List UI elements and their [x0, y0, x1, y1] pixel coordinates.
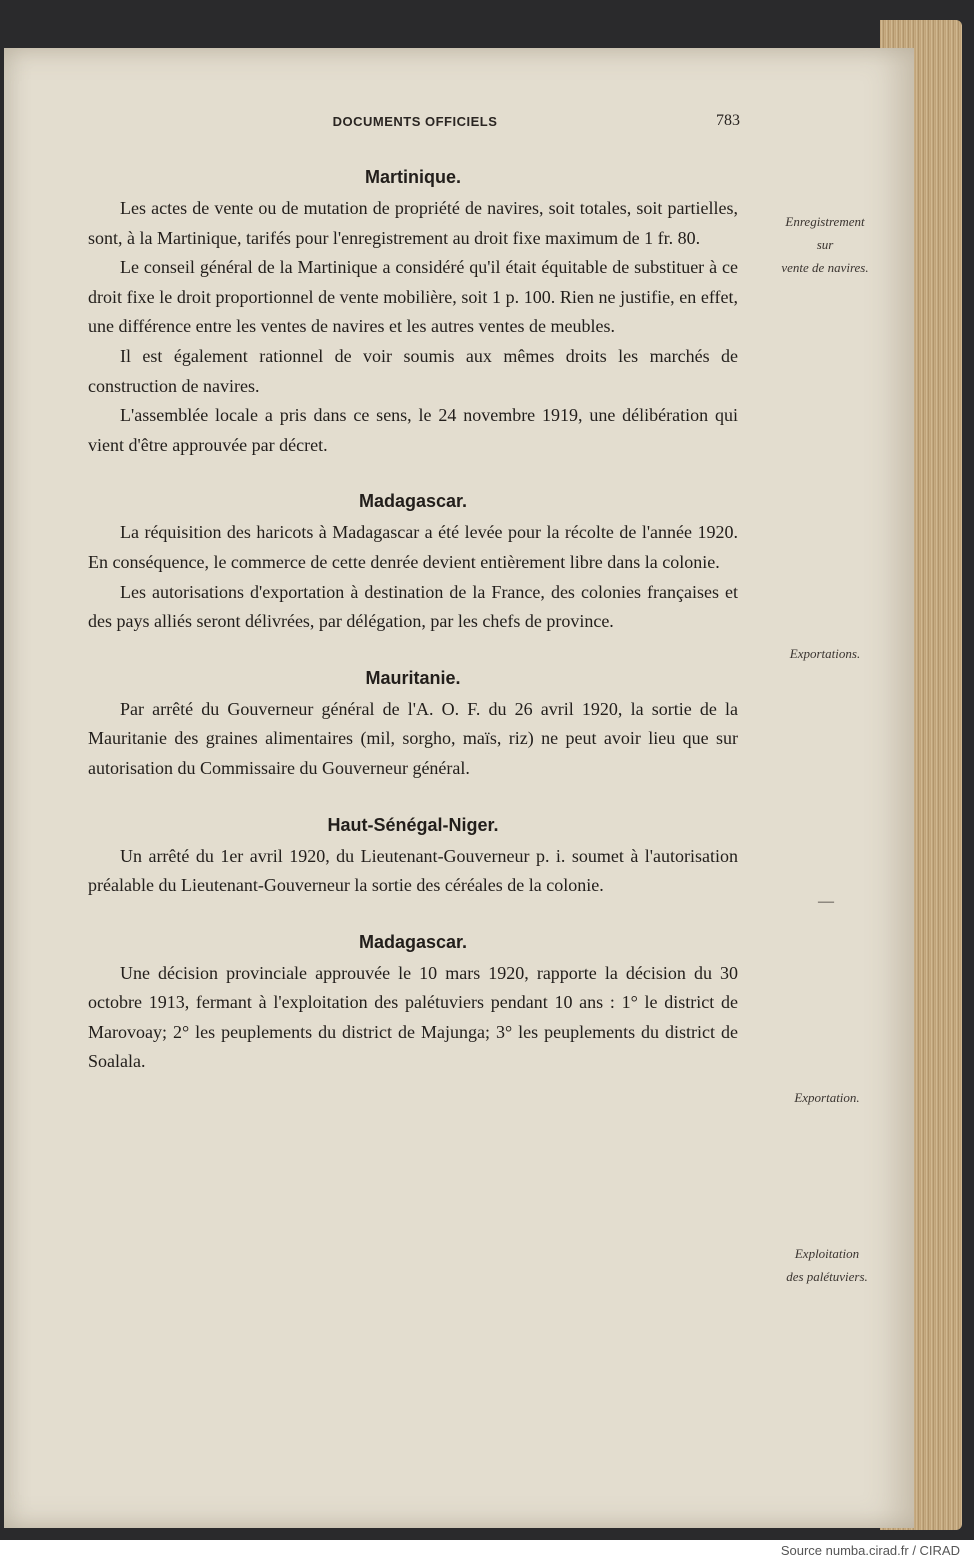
paragraph: Les actes de vente ou de mutation de propriété de navires, soit totales, soit partielles, sont, à la Martinique, tarifés pour l'enregistrement au droit fixe maximum de 1 fr. 80.: [88, 198, 738, 248]
margin-note-line: Exploitation: [794, 1246, 860, 1261]
paragraph: Un arrêté du 1er avril 1920, du Lieutenant-Gouverneur p. i. soumet à l'autorisation préalable du Lieutenant-Gouverneur la sortie des céréales de la colonie.: [88, 845, 738, 896]
margin-note-line: des palétuviers.: [786, 1269, 868, 1284]
paragraph: Par arrêté du Gouverneur général de l'A. O. F. du 26 avril 1920, la sortie de la Mauritanie des graines alimentaires (mil, sorgho, maïs, riz) ne peut avoir lieu que sur autorisation du Commissaire du Gouverneur général.: [88, 698, 738, 778]
margin-note-enregistrement: [750, 210, 900, 279]
section-title-mauritanie: Mauritanie.: [365, 667, 461, 688]
running-title: DOCUMENTS OFFICIELS: [332, 114, 498, 129]
section-title-martinique: Martinique.: [364, 167, 461, 187]
main-text: [88, 160, 738, 1077]
source-credit: Source numba.cirad.fr / CIRAD: [780, 1543, 960, 1558]
margin-note-exploitation: [752, 1242, 902, 1288]
paragraph: L'assemblée locale a pris dans ce sens, le 24 novembre 1919, une délibération qui vient d'être approuvée par décret.: [88, 405, 738, 455]
paragraph: Une décision provinciale approuvée le 10 mars 1920, rapporte la décision du 30 octobre 1913, fermant à l'exploitation des palétuviers pendant 10 ans : 1° le district de Marovoay; 2° les peuplements du district de Majunga; 3° les peuplements du district de Soalala.: [88, 962, 738, 1072]
section-title-madagascar: Madagascar.: [358, 491, 468, 512]
paragraph: Le conseil général de la Martinique a considéré qu'il était équitable de substituer à ce droit fixe le droit proportionnel de vente mobilière, soit 1 p. 100. Rien ne justifie, en effet, une différence entre les ventes de navires et les autres ventes de meubles.: [88, 257, 738, 337]
margin-note-dash: —: [818, 893, 834, 910]
margin-note-line: vente de navires.: [781, 260, 869, 275]
section-title-haut-senegal-niger: Haut-Sénégal-Niger.: [327, 814, 499, 835]
margin-note-exportations: Exportations.: [789, 646, 861, 661]
paragraph: Il est également rationnel de voir soumis aux mêmes droits les marchés de construction de navires.: [88, 345, 738, 396]
margin-note-line: sur: [816, 237, 834, 252]
margin-note-exportation: Exportation.: [794, 1090, 860, 1105]
section-title-madagascar-2: Madagascar.: [358, 931, 468, 952]
paragraph: Les autorisations d'exportation à destination de la France, des colonies françaises et des pays alliés seront délivrées, par délégation, par les chefs de province.: [88, 581, 738, 632]
paragraph: La réquisition des haricots à Madagascar a été levée pour la récolte de l'année 1920. En conséquence, le commerce de cette denrée devient entièrement libre dans la colonie.: [88, 522, 738, 572]
margin-note-line: Enregistrement: [785, 214, 865, 229]
page-number: 783: [716, 112, 740, 129]
